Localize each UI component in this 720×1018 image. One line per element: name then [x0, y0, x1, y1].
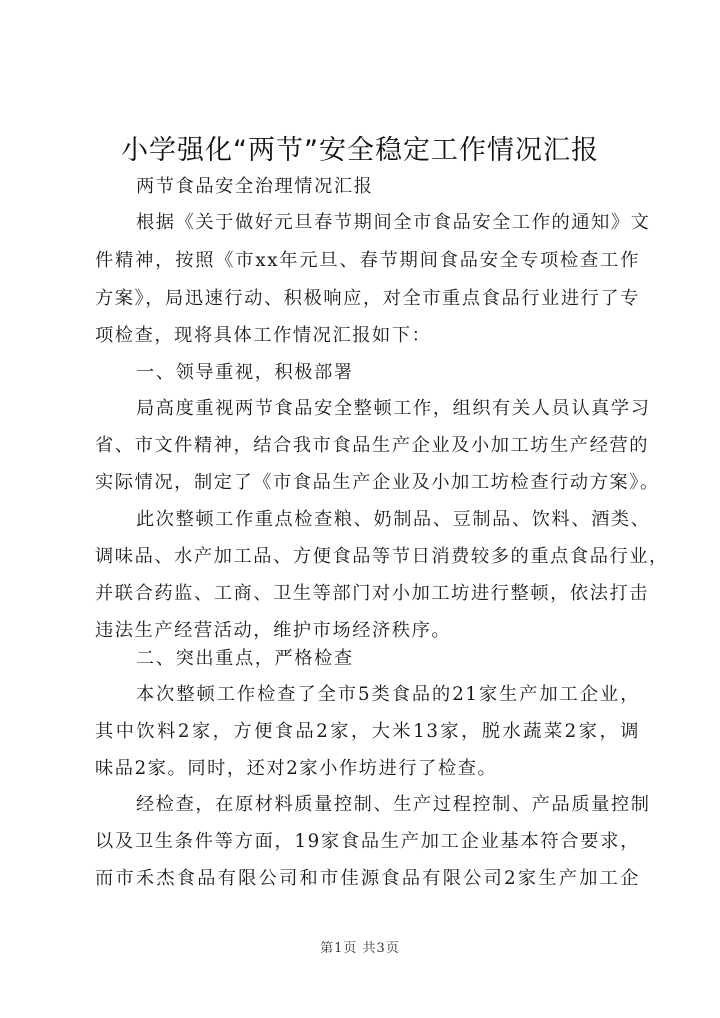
paragraph-line: 方案》，局迅速行动、积极响应，对全市重点食品行业进行了专: [95, 288, 640, 309]
paragraph-line: 项检查，现将具体工作情况汇报如下：: [95, 325, 432, 346]
paragraph-line: 味品2家。同时，还对2家小作坊进行了检查。: [95, 758, 498, 779]
paragraph-line: 两节食品安全治理情况汇报: [136, 176, 374, 197]
paragraph-line: 局高度重视两节食品安全整顿工作，组织有关人员认真学习: [136, 398, 651, 419]
paragraph-line: 以及卫生条件等方面，19家食品生产加工企业基本符合要求，: [95, 831, 640, 852]
paragraph-line: 而市禾杰食品有限公司和市佳源食品有限公司2家生产加工企: [95, 868, 640, 889]
paragraph-line: 经检查，在原材料质量控制、生产过程控制、产品质量控制: [136, 794, 651, 815]
paragraph-line: 此次整顿工作重点检查粮、奶制品、豆制品、饮料、酒类、: [136, 509, 651, 530]
page-indicator: 第1页 共3页: [320, 941, 400, 956]
paragraph-line: 本次整顿工作检查了全市5类食品的21家生产加工企业，: [136, 684, 640, 705]
document-title: 小学强化“两节”安全稳定工作情况汇报: [121, 135, 599, 166]
paragraph-line: 件精神，按照《市xx年元旦、春节期间食品安全专项检查工作: [95, 250, 640, 271]
paragraph-line: 二、突出重点，严格检查: [136, 648, 354, 669]
paragraph-line: 其中饮料2家，方便食品2家，大米13家，脱水蔬菜2家，调: [95, 721, 640, 742]
paragraph-line: 并联合药监、工商、卫生等部门对小加工坊进行整顿，依法打击: [95, 583, 650, 604]
paragraph-line: 调味品、水产加工品、方便食品等节日消费较多的重点食品行业，: [95, 546, 669, 567]
paragraph-line: 一、领导重视，积极部署: [136, 362, 354, 383]
paragraph-line: 省、市文件精神，结合我市食品生产企业及小加工坊生产经营的: [95, 435, 650, 456]
paragraph-line: 根据《关于做好元旦春节期间全市食品安全工作的通知》文: [136, 212, 651, 233]
paragraph-line: 违法生产经营活动，维护市场经济秩序。: [95, 620, 452, 641]
paragraph-line: 实际情况，制定了《市食品生产企业及小加工坊检查行动方案》。: [95, 472, 660, 493]
